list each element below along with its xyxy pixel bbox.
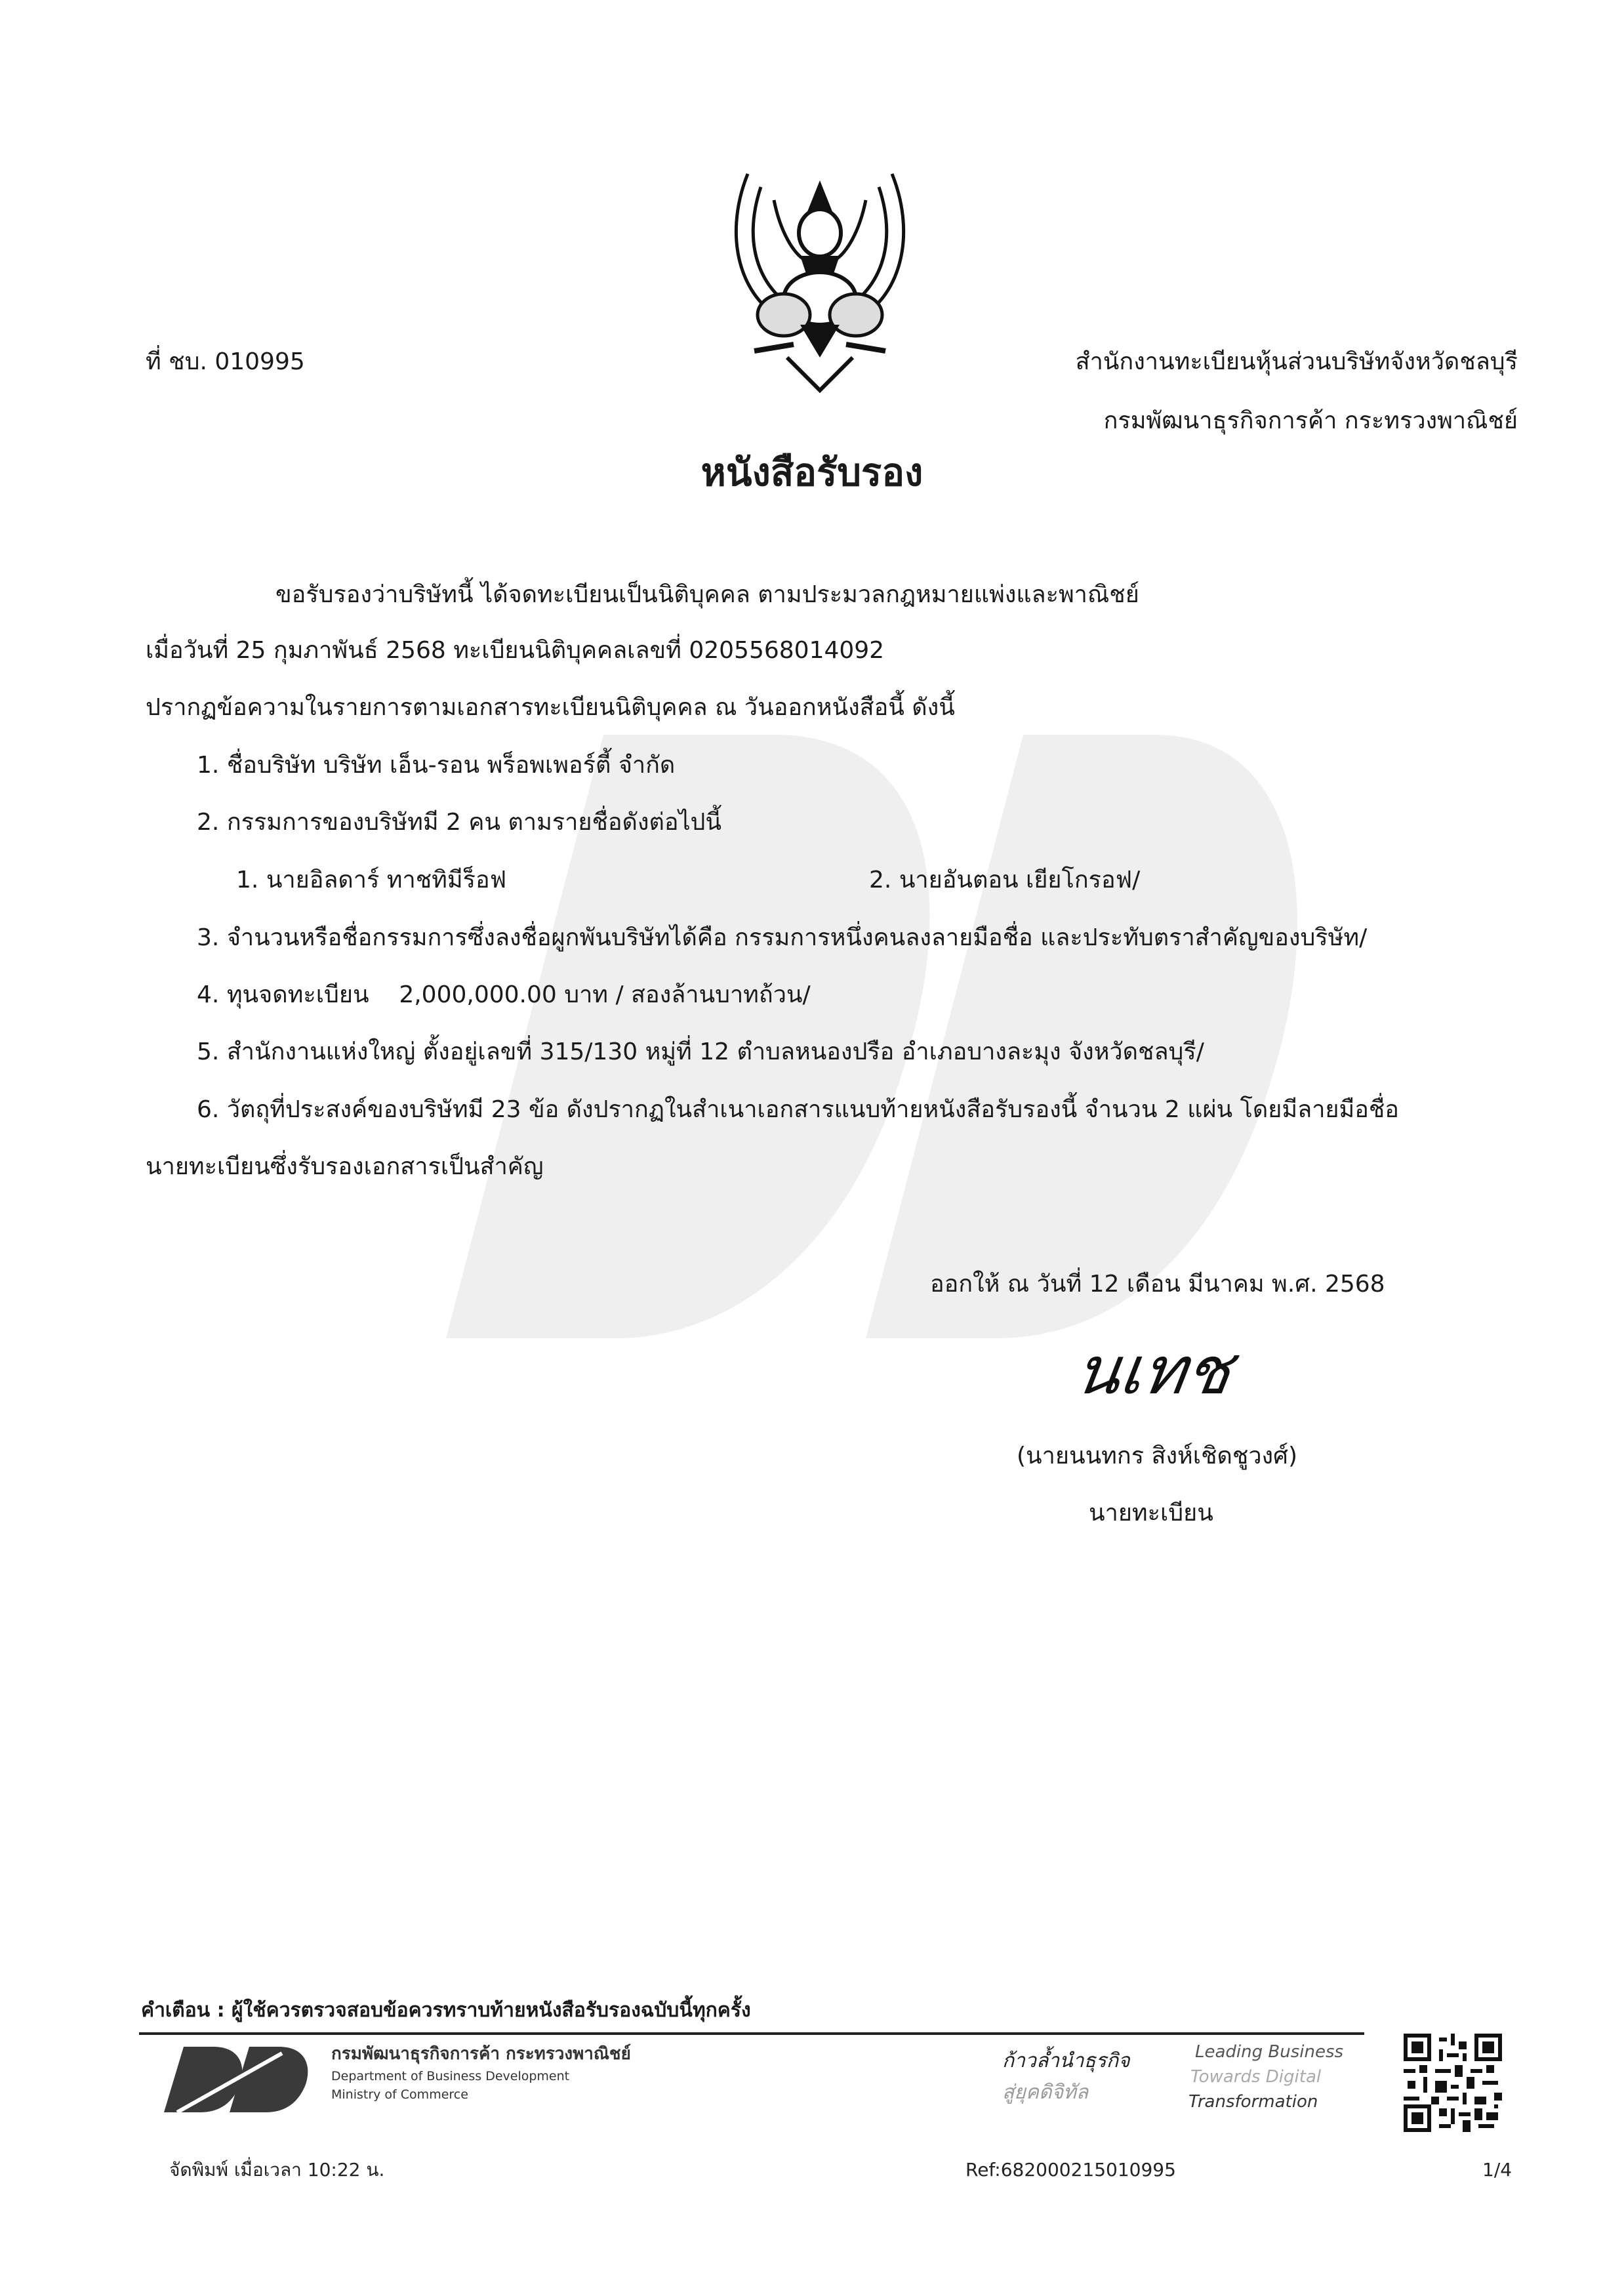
intro-line-3: ปรากฏข้อความในรายการตามเอกสารทะเบียนนิติบุคคล ณ วันออกหนังสือนี้ ดังนี้ <box>146 694 955 721</box>
item-text: ทุนจดทะเบียน 2,000,000.00 บาท / สองล้านบาทถ้วน/ <box>226 981 811 1008</box>
issuing-office-line1: สำนักงานทะเบียนหุ้นส่วนบริษัทจังหวัดชลบุรี <box>1075 348 1518 375</box>
qr-code-icon[interactable] <box>1404 2034 1502 2132</box>
dbd-org-thai: กรมพัฒนาธุรกิจการค้า กระทรวงพาณิชย์ <box>331 2044 631 2064</box>
dbd-watermark <box>367 695 1318 1351</box>
intro-line-2: เมื่อวันที่ 25 กุมภาพันธ์ 2568 ทะเบียนนิติบุคคลเลขที่ 0205568014092 <box>146 637 885 664</box>
page-number: 1/4 <box>1482 2159 1512 2181</box>
item-6-continuation: นายทะเบียนซึ่งรับรองเอกสารเป็นสำคัญ <box>146 1153 544 1180</box>
item-text: จำนวนหรือชื่อกรรมการซึ่งลงชื่อผูกพันบริษัทได้คือ กรรมการหนึ่งคนลงลายมือชื่อ และประทับตราสำคัญของบริษัท/ <box>226 924 1368 951</box>
slogan-english-3: Transformation <box>1188 2092 1318 2112</box>
director-name: นายอิลดาร์ ทาชทิมีร็อฟ <box>266 867 507 893</box>
item-number: 5. <box>197 1038 220 1065</box>
reference-code: Ref:682000215010995 <box>965 2159 1176 2181</box>
item-4 <box>197 981 811 1010</box>
footer-warning: คำเตือน : ผู้ใช้ควรตรวจสอบข้อควรทราบท้ายหนังสือรับรองฉบับนี้ทุกครั้ง <box>141 1999 751 2022</box>
item-3 <box>197 924 1367 953</box>
item-text: ชื่อบริษัท บริษัท เอ็น-รอน พร็อพเพอร์ตี้ จำกัด <box>226 752 676 779</box>
item-text: วัตถุที่ประสงค์ของบริษัทมี 23 ข้อ ดังปรากฏในสำเนาเอกสารแนบท้ายหนังสือรับรองนี้ จำนวน 2 แผ่น โดยมีลายมือชื่อ <box>226 1096 1399 1123</box>
signatory-title: นายทะเบียน <box>1089 1500 1213 1527</box>
item-number: 2. <box>197 809 220 836</box>
item-6 <box>197 1096 1399 1124</box>
issuing-office-line2: กรมพัฒนาธุรกิจการค้า กระทรวงพาณิชย์ <box>1103 407 1518 434</box>
dbd-logo-icon <box>157 2043 315 2116</box>
printed-time: จัดพิมพ์ เมื่อเวลา 10:22 น. <box>169 2159 385 2181</box>
dbd-ministry-english: Ministry of Commerce <box>331 2087 468 2102</box>
slogan-english-1: Leading Business <box>1195 2042 1344 2062</box>
signatory-name: (นายนนทกร สิงห์เชิดชูวงศ์) <box>1017 1443 1298 1469</box>
item-text: กรรมการของบริษัทมี 2 คน ตามรายชื่อดังต่อไปนี้ <box>226 809 722 836</box>
director-2 <box>869 866 1140 895</box>
item-number: 3. <box>197 924 220 951</box>
slogan-thai-2: สู่ยุคดิจิทัล <box>1002 2081 1089 2104</box>
reference-number: ที่ ชบ. 010995 <box>146 348 305 375</box>
registrar-signature: นเทช <box>1070 1332 1236 1409</box>
garuda-emblem-icon <box>721 161 918 397</box>
director-name: นายอันตอน เยียโกรอฟ/ <box>899 867 1141 893</box>
item-number: 4. <box>197 981 220 1008</box>
slogan-thai-1: ก้าวล้ำนำธุรกิจ <box>1002 2049 1130 2072</box>
item-5 <box>197 1038 1204 1067</box>
director-1 <box>236 866 506 895</box>
director-number: 2. <box>869 867 892 893</box>
item-text: สำนักงานแห่งใหญ่ ตั้งอยู่เลขที่ 315/130 หมู่ที่ 12 ตำบลหนองปรือ อำเภอบางละมุง จังหวัดชลบุรี/ <box>226 1038 1204 1065</box>
footer-divider <box>139 2032 1364 2035</box>
issue-date: ออกให้ ณ วันที่ 12 เดือน มีนาคม พ.ศ. 2568 <box>930 1271 1385 1298</box>
item-1 <box>197 751 675 780</box>
item-number: 6. <box>197 1096 220 1123</box>
item-number: 1. <box>197 752 220 779</box>
director-number: 1. <box>236 867 259 893</box>
slogan-english-2: Towards Digital <box>1190 2067 1322 2087</box>
dbd-org-english: Department of Business Development <box>331 2069 570 2083</box>
item-2 <box>197 808 721 837</box>
document-title: หนังสือรับรอง <box>700 450 924 495</box>
intro-line-1: ขอรับรองว่าบริษัทนี้ ได้จดทะเบียนเป็นนิติบุคคล ตามประมวลกฎหมายแพ่งและพาณิชย์ <box>275 581 1139 608</box>
